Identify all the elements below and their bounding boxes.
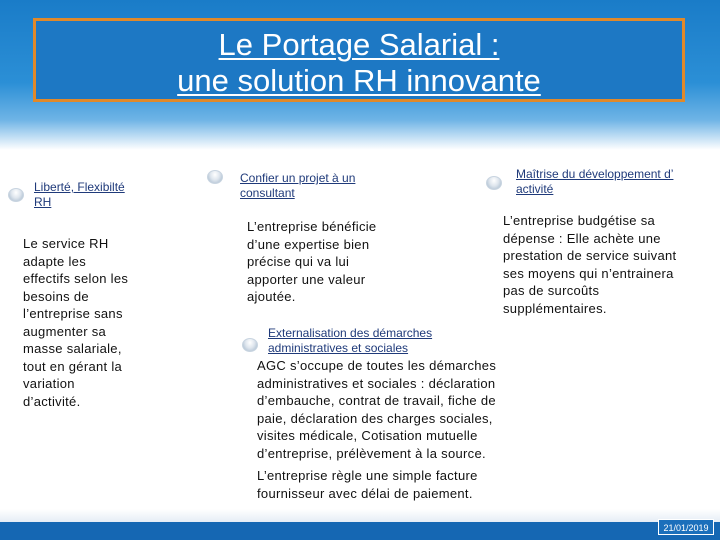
heading-line: RH [34, 195, 52, 209]
heading-line: consultant [240, 186, 295, 200]
footer-line [0, 522, 720, 540]
body-line: d’entreprise, prélèvement à la source. [257, 445, 486, 461]
body-line: tout en gérant la [23, 358, 123, 374]
body-line: AGC s’occupe de toutes les démarches [257, 358, 497, 373]
heading-outsourcing [268, 326, 432, 356]
body-line: d’embauche, contrat de travail, fiche de [257, 393, 496, 408]
body-line: visites médicale, Cotisation mutuelle [257, 428, 478, 443]
title-line-1: Le Portage Salarial : [218, 27, 500, 62]
body-line: ajoutée. [247, 289, 296, 304]
body-line: paie, déclaration des charges sociales, [257, 410, 493, 426]
title-line-2: une solution RH innovante [177, 63, 541, 98]
body-line: fournisseur avec délai de paiement. [257, 485, 473, 501]
body-line: dépense : Elle achète une [503, 230, 661, 246]
heading-line: Externalisation des démarches [268, 326, 433, 340]
body-project [247, 218, 376, 306]
body-outsourcing-payment [257, 467, 478, 502]
body-line: L’entreprise bénéficie [247, 219, 377, 234]
body-flexibility [23, 235, 128, 410]
heading-flexibility [34, 180, 125, 210]
heading-line: administratives et sociales [268, 341, 409, 355]
body-line: L’entreprise budgétise sa [503, 213, 656, 228]
heading-line: activité [516, 182, 554, 196]
body-outsourcing [257, 357, 496, 462]
date-label: 21/01/2019 [658, 519, 714, 535]
body-line: Le service RH [23, 236, 109, 251]
bullet-icon [242, 338, 258, 352]
body-control [503, 212, 676, 317]
body-line: adapte les [23, 253, 86, 269]
heading-project [240, 171, 355, 201]
heading-control [516, 167, 673, 197]
body-line: besoins de [23, 288, 89, 304]
body-line: masse salariale, [23, 341, 122, 356]
heading-line: Liberté, Flexibilté [34, 180, 125, 194]
slide-title [36, 27, 682, 99]
body-line: supplémentaires. [503, 300, 607, 316]
body-line: prestation de service suivant [503, 248, 677, 263]
body-line: d’activité. [23, 393, 81, 409]
body-line: effectifs selon les [23, 271, 129, 286]
body-line: administratives et sociales : déclaration [257, 375, 496, 391]
body-line: variation [23, 376, 75, 391]
body-line: pas de surcoûts [503, 283, 600, 298]
heading-line: Confier un projet à un [240, 171, 356, 185]
body-line: ses moyens qui n’entrainera [503, 265, 674, 281]
heading-line: Maîtrise du développement d’ [516, 167, 674, 181]
bullet-icon [8, 188, 24, 202]
body-line: L’entreprise règle une simple facture [257, 468, 478, 483]
body-line: précise qui va lui [247, 254, 350, 269]
bullet-icon [207, 170, 223, 184]
body-line: apporter une valeur [247, 271, 366, 287]
body-line: d’une expertise bien [247, 236, 370, 252]
body-line: augmenter sa [23, 323, 107, 339]
title-box [33, 18, 685, 102]
body-line: l’entreprise sans [23, 306, 123, 321]
bullet-icon [486, 176, 502, 190]
